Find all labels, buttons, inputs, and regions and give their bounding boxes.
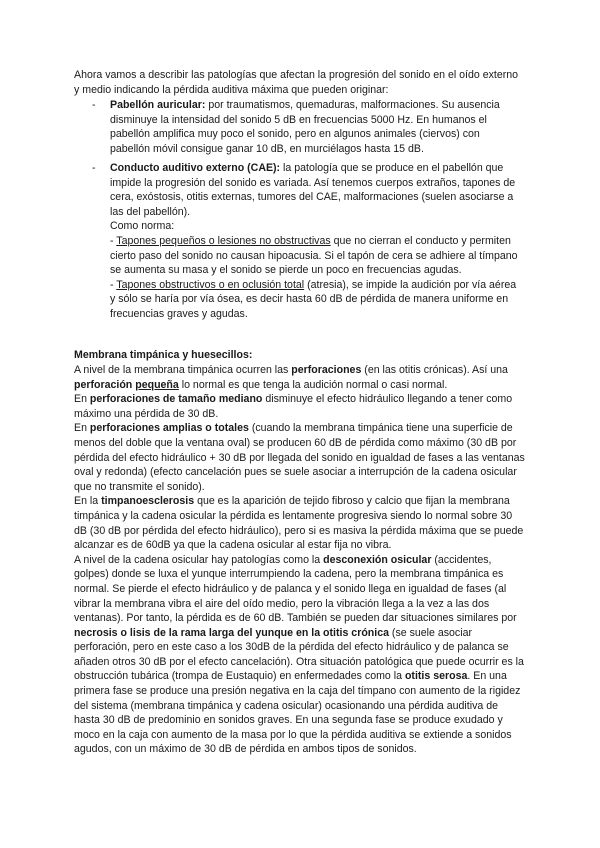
- bold-timpanoesclerosis: timpanoesclerosis: [101, 495, 195, 508]
- sub-item-obstructive-plugs: - Tapones obstructivos o en oclusión total (atresia), se impide la audición por vía aérea y sólo se haría por vía ósea, es decir hasta 60 dB de pérdida de manera uniforme en frecuencias graves y agudas.: [110, 278, 517, 320]
- cae-paragraph: [110, 161, 522, 219]
- text-run: lo normal es que tenga la audición normal o casi normal.: [178, 378, 448, 391]
- sub1-text: que no cierran el conducto y permiten cierto paso del sonido no causan hipoacusia. Si el tapón de cera se adhiere al tímpano se aumenta su masa y el sonido se pierde un poco en frecuencias agudas.: [110, 234, 518, 277]
- text-run: A nivel de la membrana timpánica ocurren las: [74, 364, 292, 376]
- list-item-cae: [110, 161, 522, 322]
- bold-perforacion: perforación: [74, 378, 136, 391]
- norma-label: Como norma:: [110, 220, 175, 233]
- para-wide: [74, 421, 526, 494]
- text-run: que es la aparición de tejido fibroso y calcio que fijan la membrana timpánica y la cadena osicular la pérdida es lentamente progresiva siendo lo normal sobre 30 dB (30 dB por pérdida del efecto hidráulico), pero si es masiva la pérdida máxima que se puede alcanzar es de 60dB ya que la cadena osicular al estar fija no vibra.: [74, 495, 524, 552]
- text-run: (se suele asociar perforación, pero en este caso a los 30dB de la pérdida del efecto hidráulico y de palanca se añaden otros 30 dB por el efecto cancelación). Otra situación patológica que puede ocurrir es la obstrucción tubárica (trompa de Eustaquio) en enfermedades como la: [74, 626, 524, 683]
- term-pabellon: Pabellón auricular:: [110, 99, 206, 111]
- bold-necrosis: necrosis o lisis de la rama larga del yunque en la otitis crónica: [74, 626, 389, 639]
- section-heading: [74, 348, 524, 363]
- list-item-pabellon: [110, 98, 522, 156]
- underlined-pequena: pequeña: [135, 378, 179, 391]
- para-tympanosclerosis: [74, 494, 526, 552]
- intro-paragraph: Ahora vamos a describir las patologías que afectan la progresión del sonido en el oído externo y medio indicando la pérdida auditiva máxima que pueden originar:: [74, 69, 519, 96]
- text-run: En: [74, 393, 90, 406]
- text-run: . En una primera fase se produce una presión negativa en la caja del tímpano con aumento de la rigidez del sistema (membrana timpánica y cadena osicular) ocasionando una pérdida auditiva de hasta 30 dB de predominio en sonidos graves. En una segunda fase se produce exudado y moco en la caja con aumento de la masa por lo que la pérdida auditiva se extiende a sonidos agudos, con un máximo de 30 dB de pérdida en ambos tipos de sonidos.: [74, 670, 521, 756]
- bold-otitis-serosa: otitis serosa: [404, 670, 468, 683]
- term-cae: Conducto auditivo externo (CAE):: [110, 162, 281, 174]
- sub1-underlined: Tapones pequeños o lesiones no obstructivas: [116, 234, 331, 247]
- text-cae: la patología que se produce en el pabellón que impide la progresión del sonido es variada. Así tenemos cuerpos extraños, tapones de cera, exóstosis, otitis externas, tumores del CAE, malformaciones (suelen asociarse a las del pabellón).: [110, 162, 516, 218]
- text-run: (en las otitis crónicas). Así una: [361, 364, 508, 376]
- text-run: (cuando la membrana timpánica tiene una superficie de menos del doble que la ventana oval) se producen 60 dB de pérdida como máximo (30 dB por pérdida del efecto hidráulico + 30 dB por llegada del sonido en igualdad de fases a las ventanas oval y redonda) (efecto cancelación pues se suele asociar a interrupción de la cadena osicular que no transmite el sonido).: [74, 422, 525, 493]
- sub2-text: (atresia), se impide la audición por vía aérea y sólo se haría por vía ósea, es decir hasta 60 dB de pérdida de manera uniforme en frecuencias graves y agudas.: [110, 278, 517, 320]
- sub-item-small-plugs: - Tapones pequeños o lesiones no obstructivas que no cierran el conducto y permiten cierto paso del sonido no causan hipoacusia. Si el tapón de cera se adhiere al tímpano se aumenta su masa y el sonido se pierde un poco en frecuencias agudas.: [110, 234, 518, 277]
- text-run: En: [74, 422, 90, 435]
- text-run: (accidentes, golpes) donde se luxa el yunque interrumpiendo la cadena, pero la membrana timpánica es normal. Se pierde el efecto hidráulico y de palanca y el sonido llega en igualdad de fases (al vibrar la membrana vibra el aire del oído medio, pero la vibración llega a la vez a las dos ventanas). Por tanto, la pérdida es de 60 dB. También se pueden dar situaciones similares por: [74, 553, 517, 625]
- document-page: Ahora vamos a describir las patologías que afectan la progresión del sonido en el oído externo y medio indicando la pérdida auditiva máxima que pueden originar: - Pabellón auricular: por traumatismos, quemaduras, malformaciones. Su ausencia disminuye la intensidad del sonido 5 dB en frecuencias 5000 Hz. En humanos el pabellón amplifica muy poco el sonido, pero en algunos animales (ciervos) con pabellón móvil consigue ganar 10 dB, en murciélagos hasta 15 dB. - Conducto auditivo externo (CAE): la patología que se produce en el pabellón que impide la progresión del sonido es variada. Así tenemos cuerpos extraños, tapones de cera, exóstosis, otitis externas, tumores del CAE, malformaciones (suelen asociarse a las del pabellón). Como norma: - Tapones pequeños o lesiones no obstructivas que no cierran el conducto y permiten cierto paso del sonido no causan hipoacusia. Si el tapón de cera se adhiere al tímpano se aumenta su masa y el sonido se pierde un poco en frecuencias agudas. - Tapones obstructivos o en oclusión total (atresia), se impide la audición por vía aérea y sólo se haría por vía ósea, es decir hasta 60 dB de pérdida de manera uniforme en frecuencias graves y agudas. Membrana timpánica y huesecillos: A nivel de la membrana timpánica ocurren las perforaciones (en las otitis crónicas). Así una perforación pequeña lo normal es que tenga la audición normal o casi normal. En perforaciones de tamaño mediano disminuye el efecto hidráulico llegando a tener como máximo una pérdida de 30 dB. En perforaciones amplias o totales (cuando la membrana timpánica tiene una superficie de menos del doble que la ventana oval) se producen 60 dB de pérdida como máximo (30 dB por pérdida del efecto hidráulico + 30 dB por llegada del sonido en igualdad de fases a las ventanas oval y redonda) (efecto cancelación pues se suele asociar a interrupción de la cadena osicular que no transmite el sonido). En la timpanoesclerosis que es la aparición de tejido fibroso y calcio que fijan la membrana timpánica y la cadena osicular la pérdida es lentamente progresiva siendo lo normal sobre 30 dB (30 dB por pérdida del efecto hidráulico), pero si es masiva la pérdida máxima que se puede alcanzar es de 60dB ya que la cadena osicular al estar fija no vibra. A nivel de la cadena osicular hay patologías como la desconexión osicular (accidentes, golpes) donde se luxa el yunque interrumpiendo la cadena, pero la membrana timpánica es normal. Se pierde el efecto hidráulico y de palanca y el sonido llega en igualdad de fases (al vibrar la membrana vibra el aire del oído medio, pero la vibración llega a la vez a las dos ventanas). Por tanto, la pérdida es de 60 dB. También se pueden dar situaciones similares por necrosis o lisis de la rama larga del yunque en la otitis crónica (se suele asociar perforación, pero en este caso a los 30dB de la pérdida del efecto hidráulico y de palanca se añaden otros 30 dB por el efecto cancelación). Otra situación patológica que puede ocurrir es la obstrucción tubárica (trompa de Eustaquio) en enfermedades como la otitis serosa. En una primera fase se produce una presión negativa en la caja del tímpano con aumento de la rigidez del sistema (membrana timpánica y cadena osicular) ocasionando una pérdida auditiva de hasta 30 dB de predominio en sonidos graves. En una segunda fase se produce exudado y moco en la caja con aumento de la masa por lo que la pérdida auditiva se extiende a sonidos agudos, con un máximo de 30 dB de pérdida en ambos tipos de sonidos.: [74, 69, 525, 756]
- membrane-section: [74, 363, 526, 757]
- para-medium: [74, 392, 526, 421]
- bold-wide: perforaciones amplias o totales: [89, 422, 249, 435]
- bold-medium: perforaciones de tamaño mediano: [89, 393, 263, 406]
- text-run: En la: [74, 495, 102, 508]
- para-perforations: [74, 363, 526, 392]
- text-pabellon: por traumatismos, quemaduras, malformaciones. Su ausencia disminuye la intensidad del sonido 5 dB en frecuencias 5000 Hz. En humanos el pabellón amplifica muy poco el sonido, pero en algunos animales (ciervos) con pabellón móvil consigue ganar 10 dB, en murciélagos hasta 15 dB.: [110, 99, 500, 155]
- sub2-underlined: Tapones obstructivos o en oclusión total: [116, 278, 305, 291]
- bold-desconexion: desconexión osicular: [323, 553, 432, 566]
- text-run: disminuye el efecto hidráulico llegando a tener como máximo una pérdida de 30 dB.: [74, 393, 513, 420]
- section-heading-text: Membrana timpánica y huesecillos:: [74, 349, 253, 361]
- para-ossicular: [74, 553, 526, 757]
- bold-perforaciones: perforaciones: [291, 364, 362, 376]
- text-run: A nivel de la cadena osicular hay patologías como la: [74, 553, 324, 566]
